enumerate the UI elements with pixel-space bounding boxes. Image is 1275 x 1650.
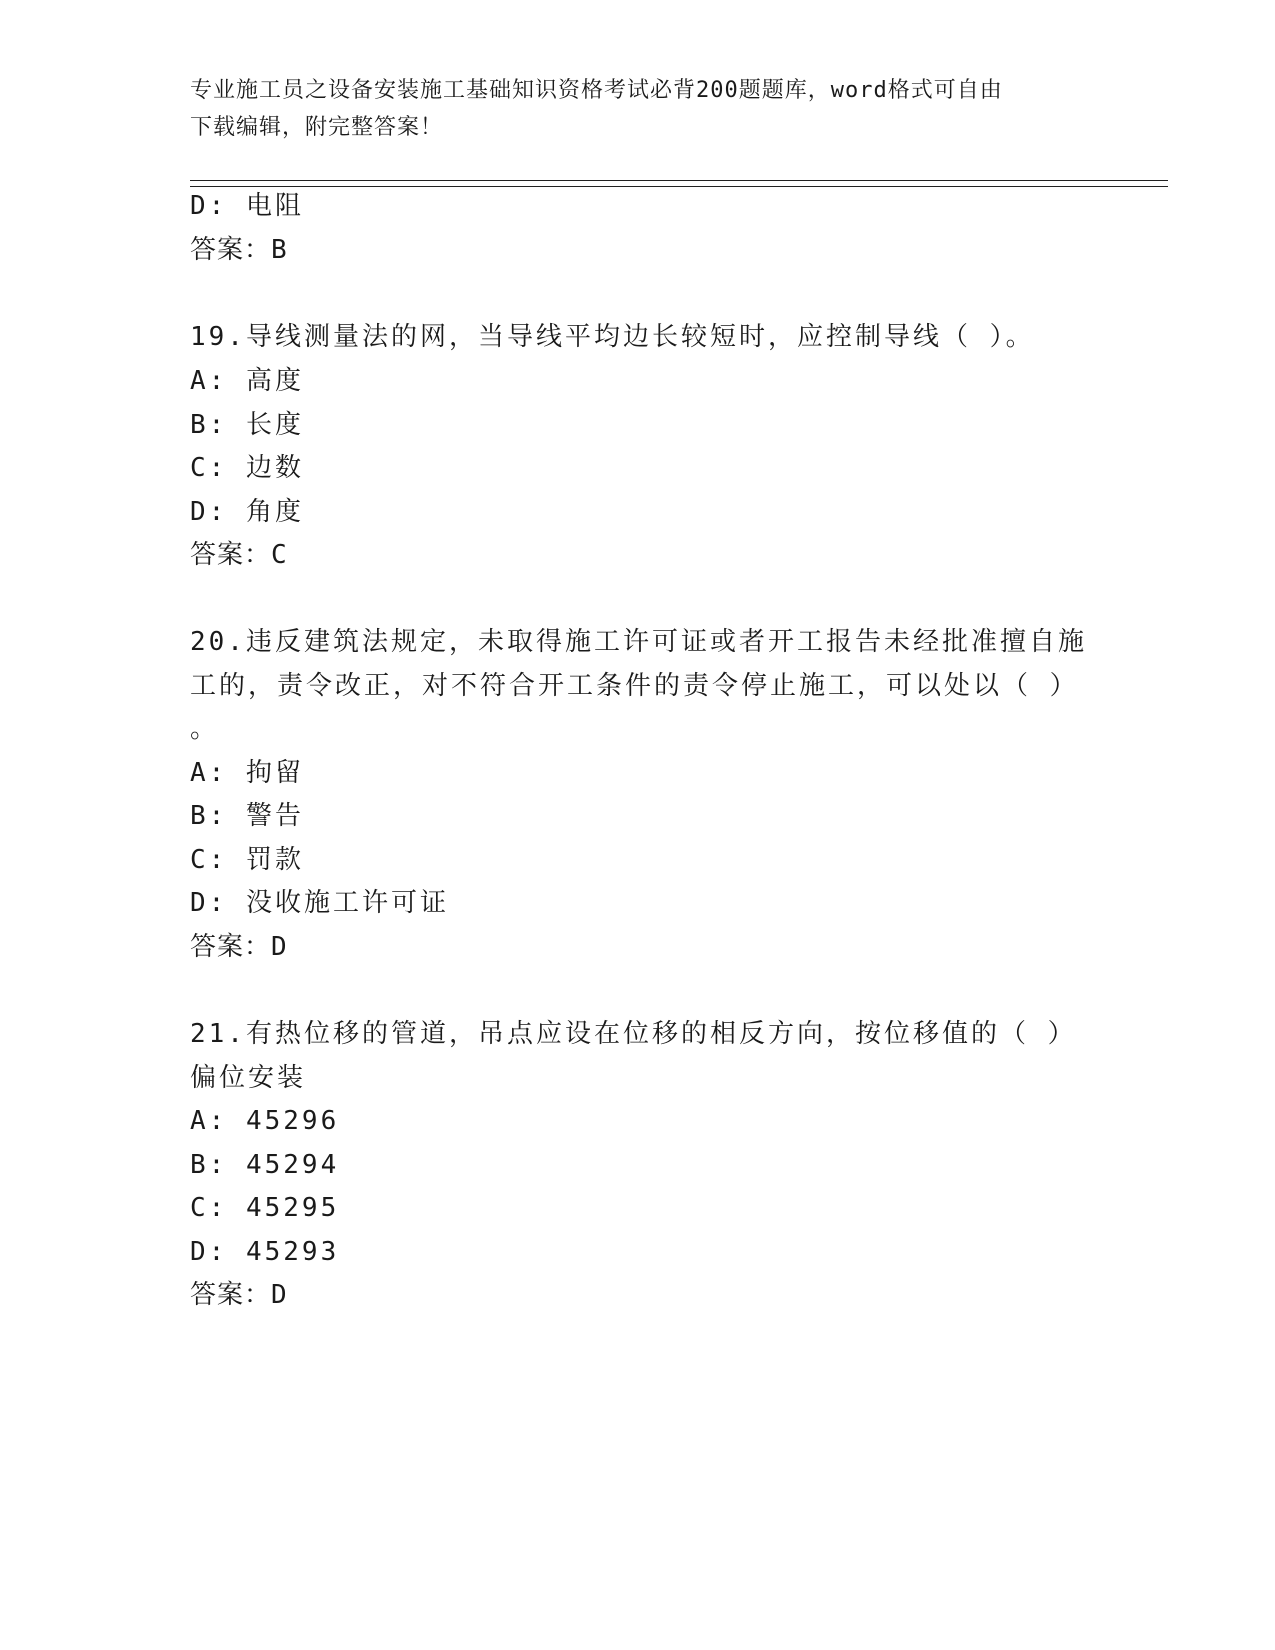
header-rule-bottom bbox=[190, 186, 1168, 187]
q21-stem-line-2: 偏位安装 bbox=[190, 1063, 307, 1093]
q20-stem-line-3: 。 bbox=[190, 714, 220, 744]
q20-option-d: D: 没收施工许可证 bbox=[190, 888, 449, 918]
q21-stem-line-1: 21.有热位移的管道，吊点应设在位移的相反方向，按位移值的（ ） bbox=[190, 1019, 1077, 1049]
q20-option-c: C: 罚款 bbox=[190, 845, 304, 875]
prev-answer: 答案：B bbox=[190, 235, 288, 265]
header-line-2: 下载编辑，附完整答案！ bbox=[190, 115, 444, 140]
q21-option-d: D: 45293 bbox=[190, 1237, 340, 1267]
q19-option-c: C: 边数 bbox=[190, 453, 304, 483]
q19-option-d: D: 角度 bbox=[190, 497, 304, 527]
q20-answer: 答案：D bbox=[190, 932, 288, 962]
q20-stem-line-2: 工的，责令改正，对不符合开工条件的责令停止施工，可以处以（ ） bbox=[190, 671, 1079, 701]
q21-option-c: C: 45295 bbox=[190, 1193, 340, 1223]
q20-option-b: B: 警告 bbox=[190, 801, 304, 831]
document-header bbox=[190, 72, 1090, 146]
q20-option-a: A: 拘留 bbox=[190, 758, 304, 788]
q21-option-b: B: 45294 bbox=[190, 1150, 340, 1180]
q19-option-b: B: 长度 bbox=[190, 410, 304, 440]
prev-option-d: D: 电阻 bbox=[190, 191, 304, 221]
header-line-1: 专业施工员之设备安装施工基础知识资格考试必背200题题库，word格式可自由 bbox=[190, 78, 1003, 103]
q19-stem-line-1: 19.导线测量法的网，当导线平均边长较短时，应控制导线（ ）。 bbox=[190, 322, 1035, 352]
header-rule-top bbox=[190, 180, 1168, 181]
q21-option-a: A: 45296 bbox=[190, 1106, 340, 1136]
q19-answer: 答案：C bbox=[190, 540, 288, 570]
q20-stem-line-1: 20.违反建筑法规定，未取得施工许可证或者开工报告未经批准擅自施 bbox=[190, 627, 1087, 657]
q19-option-a: A: 高度 bbox=[190, 366, 304, 396]
q21-answer: 答案：D bbox=[190, 1280, 288, 1310]
